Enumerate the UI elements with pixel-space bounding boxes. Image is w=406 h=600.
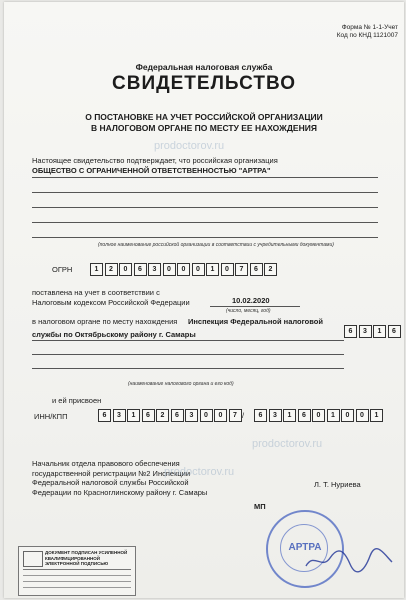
digit-cell: 0 [341, 409, 354, 422]
digit-cell: 3 [359, 325, 372, 338]
subtitle-line: В НАЛОГОВОМ ОРГАНЕ ПО МЕСТУ ЕЕ НАХОЖДЕНИЯ [91, 123, 317, 133]
tax-office-caption: (наименование налогового органа и его код) [128, 381, 234, 387]
handwritten-signature [304, 546, 394, 580]
inn-cells [98, 409, 243, 422]
digit-cell: 1 [327, 409, 340, 422]
esign-rule [23, 575, 131, 576]
registered-line: Налоговым кодексом Российской Федерации [32, 298, 190, 307]
esign-rule [23, 587, 131, 588]
rule [32, 207, 378, 208]
document-subtitle [4, 112, 404, 134]
digit-cell: 0 [177, 263, 190, 276]
ogrn-cells [90, 263, 279, 276]
watermark: prodoctorov.ru [154, 140, 225, 152]
digit-cell: 0 [356, 409, 369, 422]
digit-cell: 7 [235, 263, 248, 276]
digit-cell: 0 [163, 263, 176, 276]
digit-cell: 1 [283, 409, 296, 422]
digit-cell: 7 [229, 409, 242, 422]
document-title: СВИДЕТЕЛЬСТВО [112, 73, 296, 94]
digit-cell: 0 [214, 409, 227, 422]
signatory-line: государственной регистрации №2 Инспекции [32, 468, 191, 478]
assigned-label: и ей присвоен [52, 396, 102, 405]
rule [32, 354, 344, 355]
signatory-line: Федерации по Красноглинскому району г. Самары [32, 487, 208, 497]
emblem-icon [23, 551, 43, 567]
watermark: prodoctorov.ru [164, 466, 235, 478]
registered-line: поставлена на учет в соответствии с [32, 288, 160, 297]
digit-cell: 1 [370, 409, 383, 422]
organization-name: ОБЩЕСТВО С ОГРАНИЧЕННОЙ ОТВЕТСТВЕННОСТЬЮ "АРТРА" [32, 166, 271, 175]
digit-cell: 6 [298, 409, 311, 422]
digit-cell: 3 [269, 409, 282, 422]
subtitle-line: О ПОСТАНОВКЕ НА УЧЕТ РОССИЙСКОЙ ОРГАНИЗАЦИИ [85, 112, 323, 122]
rule [32, 222, 378, 223]
tax-office-code-cells [344, 325, 402, 338]
digit-cell: 6 [142, 409, 155, 422]
ogrn-label: ОГРН [52, 265, 73, 274]
inn-kpp-separator: / [242, 411, 245, 420]
rule [32, 340, 344, 341]
digit-cell: 1 [206, 263, 219, 276]
digit-cell: 3 [185, 409, 198, 422]
rule [32, 177, 378, 178]
agency-name: Федеральная налоговая служба [135, 62, 273, 72]
watermark: prodoctorov.ru [252, 438, 323, 450]
signatory-title [32, 459, 207, 497]
signatory-line: Начальник отдела правового обеспечения [32, 459, 180, 468]
rule [32, 192, 378, 193]
rule [32, 368, 344, 369]
digit-cell: 2 [264, 263, 277, 276]
date-caption: (число, месяц, год) [226, 308, 271, 314]
digit-cell: 0 [221, 263, 234, 276]
digit-cell: 2 [105, 263, 118, 276]
form-number [318, 24, 398, 40]
mp-mark: МП [254, 502, 266, 511]
registration-date: 10.02.2020 [232, 296, 270, 305]
digit-cell: 6 [344, 325, 357, 338]
tax-office-prefix: в налоговом органе по месту нахождения [32, 317, 178, 326]
esign-rule [23, 569, 131, 570]
digit-cell: 1 [373, 325, 386, 338]
esign-title: ДОКУМЕНТ ПОДПИСАН УСИЛЕННОЙ КВАЛИФИЦИРОВАННОЙ ЭЛЕКТРОННОЙ ПОДПИСЬЮ [45, 550, 128, 566]
intro-text: Настоящее свидетельство подтверждает, что российская организация [32, 156, 278, 165]
digit-cell: 6 [134, 263, 147, 276]
signatory-line: Федеральной налоговой службы Российской [32, 478, 189, 487]
digit-cell: 3 [113, 409, 126, 422]
digit-cell: 0 [200, 409, 213, 422]
inn-kpp-label: ИНН/КПП [34, 412, 68, 421]
digit-cell: 6 [250, 263, 263, 276]
electronic-signature-box [18, 546, 136, 596]
rule [210, 306, 300, 307]
form-line: Форма № 1-1-Учет [341, 24, 398, 31]
tax-office-name: Инспекция Федеральной налоговой [188, 317, 323, 326]
digit-cell: 0 [312, 409, 325, 422]
digit-cell: 6 [98, 409, 111, 422]
digit-cell: 6 [388, 325, 401, 338]
esign-rule [23, 581, 131, 582]
signer-name: Л. Т. Нуриева [314, 480, 361, 489]
certificate-sheet [4, 2, 404, 598]
stamp-text: АРТРА [288, 542, 322, 553]
kpp-cells [254, 409, 385, 422]
knd-code: Код по КНД 1121007 [336, 32, 398, 39]
org-caption: (полное наименование российской организации в соответствии с учредительными документами) [98, 242, 334, 248]
rule [32, 237, 378, 238]
digit-cell: 0 [119, 263, 132, 276]
digit-cell: 1 [90, 263, 103, 276]
digit-cell: 2 [156, 409, 169, 422]
digit-cell: 1 [127, 409, 140, 422]
digit-cell: 6 [254, 409, 267, 422]
signature-scribble [304, 546, 394, 576]
digit-cell: 0 [192, 263, 205, 276]
tax-office-name: службы по Октябрьскому району г. Самары [32, 330, 196, 339]
digit-cell: 6 [171, 409, 184, 422]
digit-cell: 3 [148, 263, 161, 276]
